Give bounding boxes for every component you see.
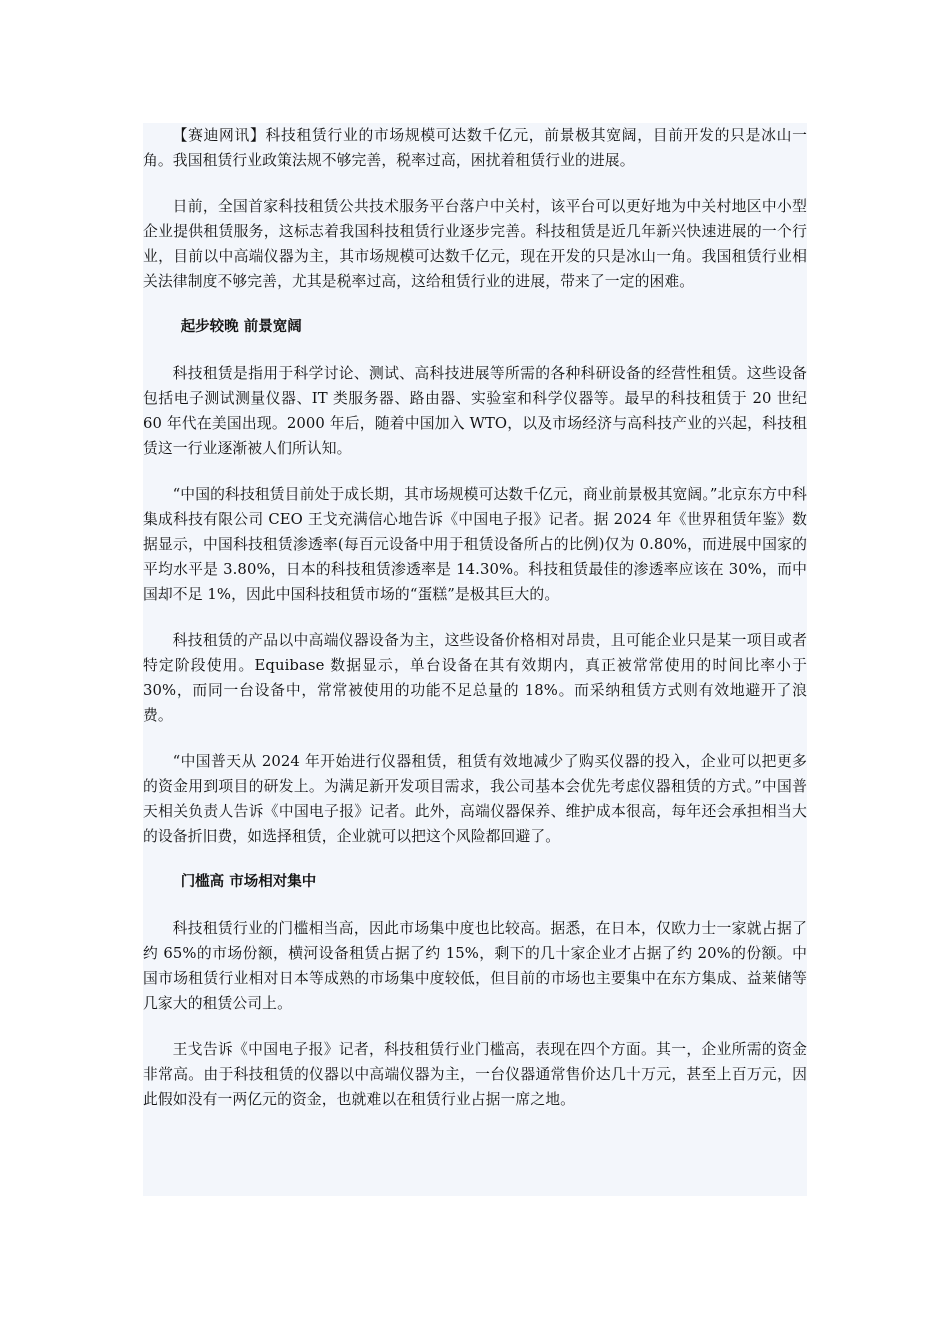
article-body [143,123,807,1196]
section-heading: 起步较晚 前景宽阔 [180,319,302,335]
paragraph: 科技租赁是指用于科学讨论、测试、高科技进展等所需的各种科研设备的经营性租赁。这些设备包括电子测试测量仪器、IT 类服务器、路由器、实验室和科学仪器等。最早的科技租赁于 20 世纪 60 年代在美国出现。2000 年后，随着中国加入 WTO，以及市场经济与高科技产业的兴起，科技租赁这一行业逐渐被人们所认知。 [143,365,807,457]
paragraph: “中国普天从 2024 年开始进行仪器租赁，租赁有效地减少了购买仪器的投入，企业可以把更多的资金用到项目的研发上。为满足新开发项目需求，我公司基本会优先考虑仪器租赁的方式。”中国普天相关负责人告诉《中国电子报》记者。此外，高端仪器保养、维护成本很高，每年还会承担相当大的设备折旧费，如选择租赁，企业就可以把这个风险都回避了。 [143,753,807,845]
paragraph: 科技租赁的产品以中高端仪器设备为主，这些设备价格相对昂贵，且可能企业只是某一项目或者特定阶段使用。Equibase 数据显示，单台设备在其有效期内，真正被常常使用的时间比率小于 30%，而同一台设备中，常常被使用的功能不足总量的 18%。而采纳租赁方式则有效地避开了浪费。 [143,632,807,724]
paragraph-intro: 【赛迪网讯】科技租赁行业的市场规模可达数千亿元，前景极其宽阔，目前开发的只是冰山一角。我国租赁行业政策法规不够完善，税率过高，困扰着租赁行业的进展。 [143,127,807,169]
paragraph: 王戈告诉《中国电子报》记者，科技租赁行业门槛高，表现在四个方面。其一，企业所需的资金非常高。由于科技租赁的仪器以中高端仪器为主，一台仪器通常售价达几十万元，甚至上百万元，因此假如没有一两亿元的资金，也就难以在租赁行业占据一席之地。 [143,1041,807,1108]
section-heading: 门槛高 市场相对集中 [180,874,317,890]
paragraph: 科技租赁行业的门槛相当高，因此市场集中度也比较高。据悉，在日本，仅欧力士一家就占据了约 65%的市场份额，横河设备租赁占据了约 15%，剩下的几十家企业才占据了约 20%的份额。中国市场租赁行业相对日本等成熟的市场集中度较低，但目前的市场也主要集中在东方集成、益莱储等几家大的租赁公司上。 [143,920,807,1012]
paragraph: “中国的科技租赁目前处于成长期，其市场规模可达数千亿元，商业前景极其宽阔。”北京东方中科集成科技有限公司 CEO 王戈充满信心地告诉《中国电子报》记者。据 2024 年《世界租赁年鉴》数据显示，中国科技租赁渗透率(每百元设备中用于租赁设备所占的比例)仅为 0.80%，而进展中国家的平均水平是 3.80%，日本的科技租赁渗透率是 14.30%。科技租赁最佳的渗透率应该在 30%，而中国却不足 1%，因此中国科技租赁市场的“蛋糕”是极其巨大的。 [143,486,807,603]
paragraph: 日前，全国首家科技租赁公共技术服务平台落户中关村，该平台可以更好地为中关村地区中小型企业提供租赁服务，这标志着我国科技租赁行业逐步完善。科技租赁是近几年新兴快速进展的一个行业，目前以中高端仪器为主，其市场规模可达数千亿元，现在开发的只是冰山一角。我国租赁行业相关法律制度不够完善，尤其是税率过高，这给租赁行业的进展，带来了一定的困难。 [143,198,807,290]
